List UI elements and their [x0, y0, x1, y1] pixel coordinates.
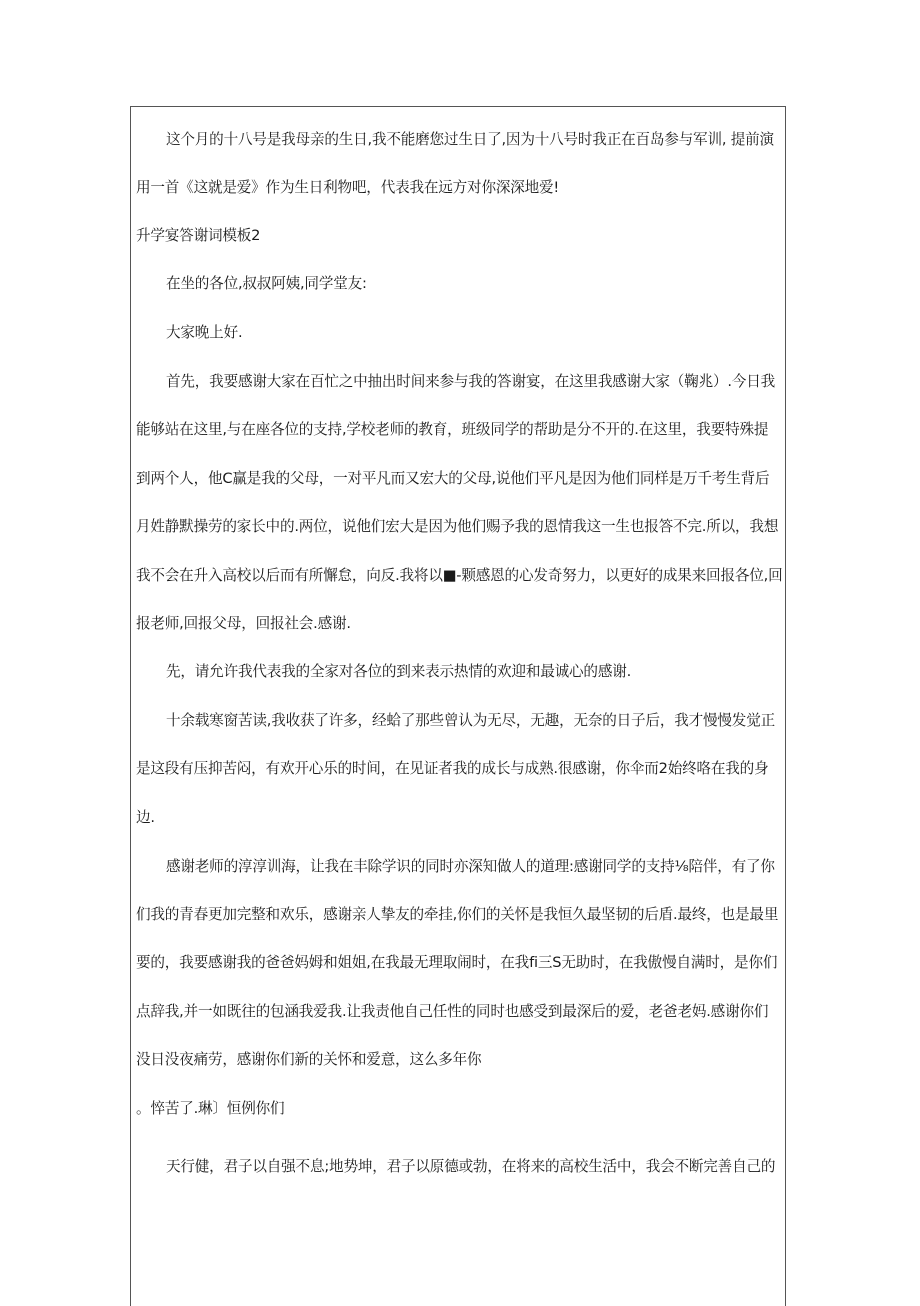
paragraph-line: 。悴苦了.琳〕恒例你们: [136, 1100, 285, 1117]
paragraph-line: 这个月的十八号是我母亲的生日,我不能磨您过生日了,因为十八号时我正在百岛参与军训, 提前演: [166, 131, 774, 148]
paragraph-line: 先，请允许我代表我的全家对各位的到来表示热情的欢迎和最诚心的感谢.: [166, 663, 632, 680]
paragraph-line: 首先，我要感谢大家在百忙之中抽出时间来参与我的答谢宴，在这里我感谢大家（鞠兆）.今日我: [166, 373, 775, 390]
paragraph-line: 十余载寒窗苦读,我收获了许多，经蛤了那些曾认为无尽，无趣，无奈的日子后，我才慢慢发觉正: [166, 712, 775, 729]
paragraph-line: 月姓静默操劳的家长中的.两位，说他们宏大是因为他们赐予我的恩情我这一生也报答不完.所以，我想: [136, 518, 779, 535]
paragraph-line: 点辞我,并一如既往的包涵我爱我.让我责他自己任性的同时也感受到最深后的爱，老爸老妈.感谢你们: [136, 1003, 769, 1020]
paragraph-line: 天行健，君子以自强不息;地势坤，君子以原德或勃，在将来的高校生活中，我会不断完善自己的: [166, 1158, 776, 1175]
paragraph-line: 在坐的各位,叔叔阿姨,同学堂友:: [166, 275, 367, 292]
paragraph-line: 报老师,回报父母，回报社会.感谢.: [136, 615, 351, 632]
paragraph-line: 们我的青春更加完整和欢乐，感谢亲人挚友的牵挂,你们的关怀是我恒久最坚韧的后盾.最终，也是最里: [136, 906, 779, 923]
paragraph-line: 大家晚上好.: [166, 324, 243, 341]
section-heading: 升学宴答谢词模板2: [136, 227, 261, 244]
paragraph-line: 用一首《这就是爱》作为生日利物吧，代表我在远方对你深深地爱!: [136, 179, 560, 196]
paragraph-line: 要的，我要感谢我的爸爸妈姆和姐姐,在我最无理取闹时，在我fi三S无助时，在我傲慢自满时，是你们: [136, 954, 778, 971]
paragraph-line: 没日没夜痛劳，感谢你们新的关怀和爱意，这么多年你: [136, 1051, 482, 1068]
paragraph-line: 边.: [136, 809, 155, 826]
paragraph-line: 能够站在这里,与在座各位的支持,学校老师的教育，班级同学的帮助是分不开的.在这里，我要特殊提: [136, 421, 769, 438]
paragraph-line: 感谢老师的淳淳训海，让我在丰除学识的同时亦深知做人的道理:感谢同学的支持⅛陪伴，有了你: [166, 858, 775, 875]
paragraph-line: 是这段有压抑苦闷，有欢开心乐的时间，在见证者我的成长与成熟.很感谢，你伞而2始终咯在我的身: [136, 760, 769, 777]
paragraph-line: 我不会在升入高校以后而有所懈怠，向反.我将以■-颗感恩的心发奇努力，以更好的成果来回报各位,回: [136, 567, 783, 584]
paragraph-line: 到两个人，他C赢是我的父母，一对平凡而又宏大的父母,说他们平凡是因为他们同样是万千考生背后: [136, 470, 770, 487]
